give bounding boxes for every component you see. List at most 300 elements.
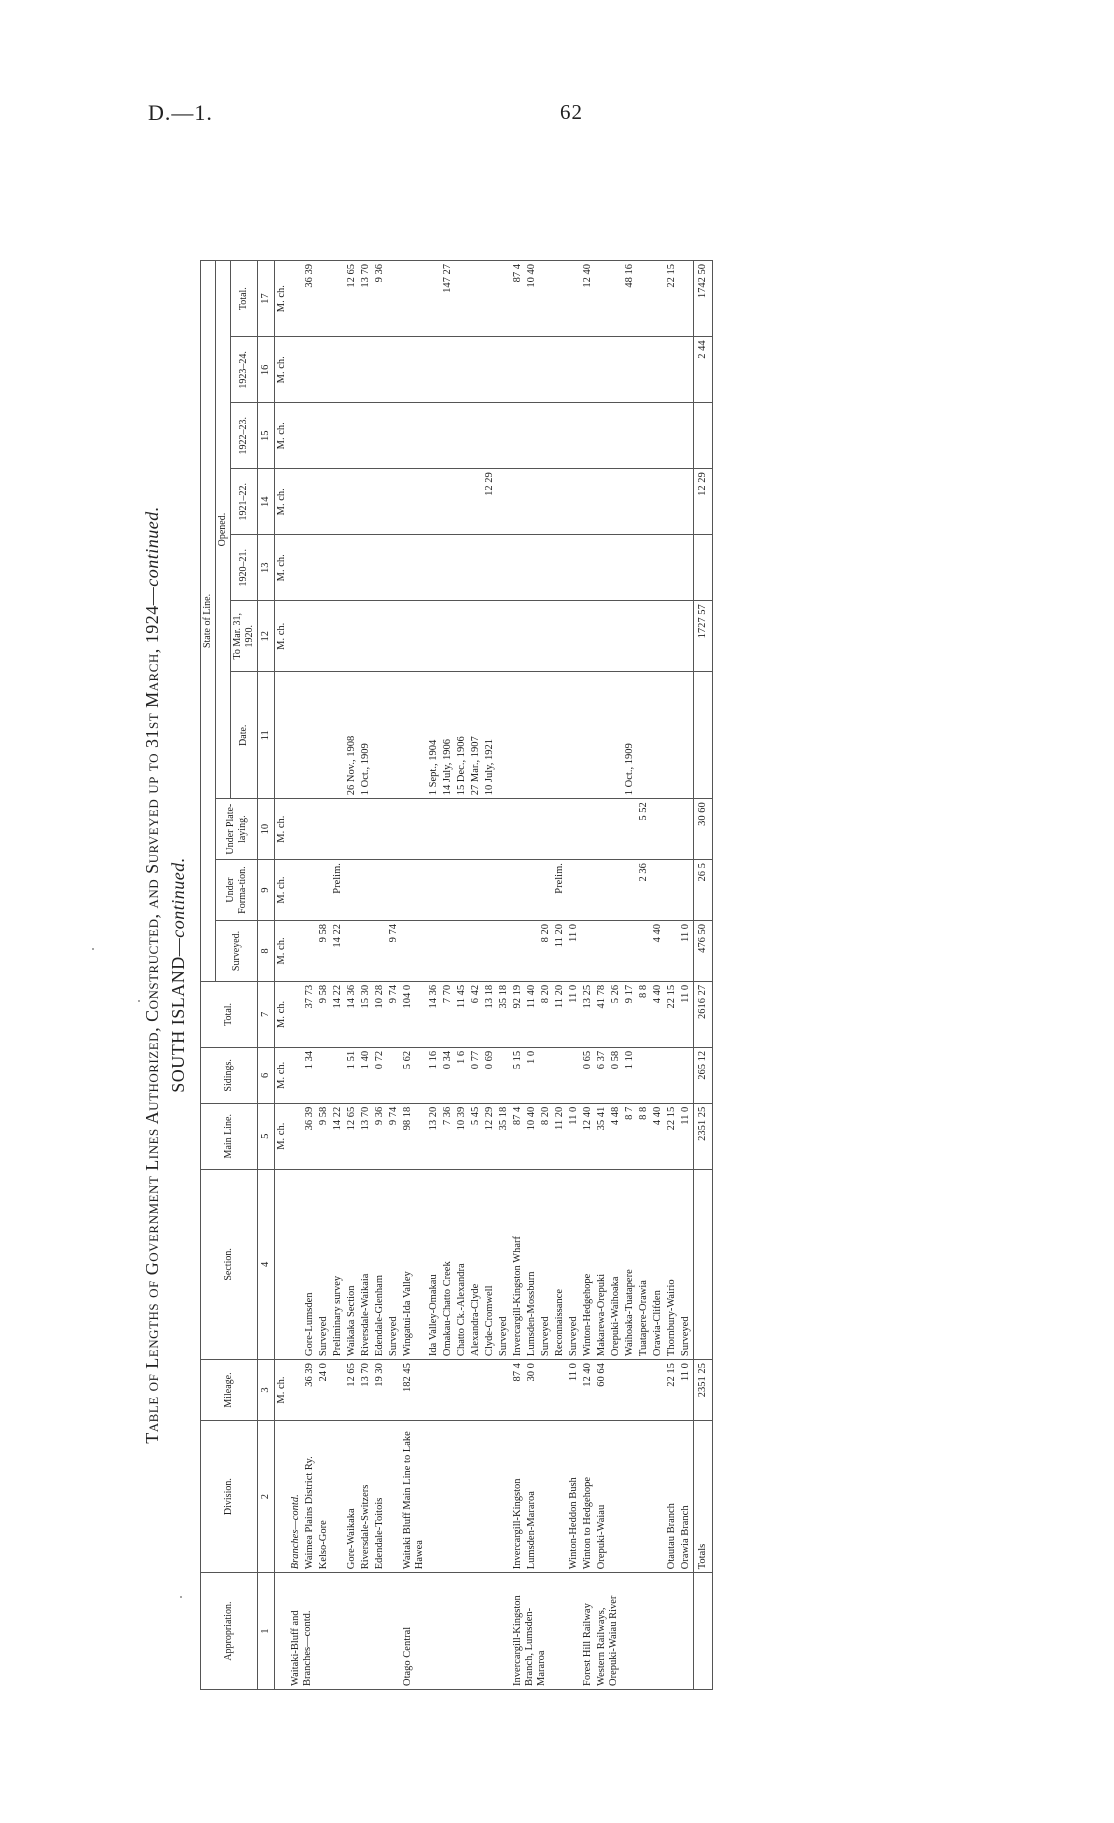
surveyed-cell: 4 40 [651,921,665,982]
total-cell: 9 58 [317,981,331,1047]
total-cell: 11 20 [553,981,567,1047]
y1920-cell [427,535,441,601]
column-number: 16 [258,337,275,403]
date-cell [525,672,539,799]
unit-cell [275,672,290,799]
table-row [567,261,581,1690]
section-cell: Lumsden-Mossburn [525,1169,539,1359]
y1922-cell [497,403,511,469]
total-cell: 22 15 [665,981,679,1047]
mileage-cell: 12 65 [345,1360,359,1421]
to_mar-cell [345,601,359,672]
y1920-cell [553,535,567,601]
plate-cell: 5 52 [637,799,651,860]
surveyed-cell [303,921,317,982]
main-cell: 11 0 [679,1103,694,1169]
to_mar-cell [595,601,609,672]
date-cell [387,672,401,799]
division-cell [469,1420,483,1572]
surveyed-cell [595,921,609,982]
section-cell: Makarewa-Orepuki [595,1169,609,1359]
unit-cell: M. ch. [275,981,290,1047]
plate-cell [539,799,553,860]
date-cell [567,672,581,799]
division-cell: Kelso-Gore [317,1420,331,1572]
division-cell [637,1420,651,1572]
header-to-mar-1920: To Mar. 31, 1920. [231,601,258,672]
y1921-cell [637,469,651,535]
to_mar-cell [427,601,441,672]
sidings-cell: 0 69 [483,1047,497,1103]
formation-cell [359,860,373,921]
header-total: Total. [201,981,258,1047]
y1920-cell [469,535,483,601]
y1922-cell [441,403,455,469]
main-cell: 8 8 [637,1103,651,1169]
plate-cell [289,799,303,860]
table-row [345,261,359,1690]
main-cell: 12 40 [581,1103,595,1169]
section-cell: Thornbury-Wairio [665,1169,679,1359]
y1923-cell [665,337,679,403]
y1921-cell [623,469,637,535]
plate-cell [581,799,595,860]
total2-cell [595,261,609,337]
sidings-cell: 0 65 [581,1047,595,1103]
total-cell: 11 45 [455,981,469,1047]
y1923-cell [483,337,497,403]
plate-cell [483,799,497,860]
total2-cell [469,261,483,337]
y1922-cell [651,403,665,469]
total2-cell [317,261,331,337]
date-cell [317,672,331,799]
header-state-of-line: State of Line. [201,261,216,982]
to_mar-cell [511,601,525,672]
division-cell [497,1420,511,1572]
total2-cell: 12 40 [581,261,595,337]
y1920-cell [455,535,469,601]
to_mar-cell [581,601,595,672]
total-cell: 13 18 [483,981,497,1047]
to_mar-cell [469,601,483,672]
section-cell: Orawia-Clifden [651,1169,665,1359]
rotated-table-area [142,260,1022,1690]
division-cell [331,1420,345,1572]
formation-cell: Prelim. [331,860,345,921]
table-row [665,261,679,1690]
surveyed-cell [623,921,637,982]
formation-cell [373,860,387,921]
unit-cell: M. ch. [275,1047,290,1103]
y1921-cell [609,469,623,535]
sidings-cell: 6 37 [595,1047,609,1103]
plate-cell [317,799,331,860]
main-cell: 12 29 [483,1103,497,1169]
surveyed-cell [373,921,387,982]
division-cell: Lumsden-Mararoa [525,1420,539,1572]
total-cell [289,981,303,1047]
total2-cell [427,261,441,337]
y1922-cell [581,403,595,469]
table-row [637,261,651,1690]
total-cell: 6 42 [469,981,483,1047]
sidings-cell: 0 72 [373,1047,387,1103]
sidings-cell: 5 15 [511,1047,525,1103]
formation-cell [441,860,455,921]
to_mar-cell [609,601,623,672]
y1922-cell [623,403,637,469]
formation-cell [483,860,497,921]
y1922-cell [567,403,581,469]
total-cell: 10 28 [373,981,387,1047]
y1921-cell [427,469,441,535]
to_mar-cell [567,601,581,672]
section-cell: Invercargill-Kingston Wharf [511,1169,525,1359]
total2-cell: 36 39 [303,261,317,337]
date-cell: 1 Oct., 1909 [623,672,637,799]
y1923-cell [511,337,525,403]
date-cell [609,672,623,799]
formation-cell [595,860,609,921]
totals-total-cell: 2616 27 [694,981,713,1047]
date-cell [373,672,387,799]
y1921-cell [441,469,455,535]
total2-cell [497,261,511,337]
mileage-cell [289,1360,303,1421]
date-cell [303,672,317,799]
column-number-row [258,261,275,1690]
surveyed-cell [637,921,651,982]
table-row [595,261,609,1690]
y1921-cell [289,469,303,535]
sidings-cell [637,1047,651,1103]
section-cell: Surveyed [539,1169,553,1359]
sidings-cell: 1 0 [525,1047,539,1103]
header-total-opened: Total. [231,261,258,337]
column-number: 2 [258,1420,275,1572]
plate-cell [553,799,567,860]
header-mileage: Mileage. [201,1360,258,1421]
y1920-cell [373,535,387,601]
date-cell [511,672,525,799]
section-cell: Reconnaissance [553,1169,567,1359]
header-division: Division. [201,1420,258,1572]
surveyed-cell: 11 0 [679,921,694,982]
y1920-cell [345,535,359,601]
mileage-cell [455,1360,469,1421]
totals-surveyed-cell: 476 50 [694,921,713,982]
section-cell: Chatto Ck.-Alexandra [455,1169,469,1359]
total2-cell: 13 70 [359,261,373,337]
surveyed-cell [525,921,539,982]
mileage-cell [609,1360,623,1421]
sidings-cell [679,1047,694,1103]
y1923-cell [317,337,331,403]
sidings-cell [497,1047,511,1103]
plate-cell [387,799,401,860]
table-row [469,261,483,1690]
surveyed-cell [359,921,373,982]
mileage-cell: 19 30 [373,1360,387,1421]
y1922-cell [289,403,303,469]
y1921-cell [345,469,359,535]
table-row [511,261,525,1690]
mileage-cell: 11 0 [679,1360,694,1421]
sidings-cell [553,1047,567,1103]
plate-cell [679,799,694,860]
table-row [525,261,539,1690]
mileage-cell [427,1360,441,1421]
date-cell [553,672,567,799]
totals-y1922-cell [694,403,713,469]
formation-cell [679,860,694,921]
y1923-cell [679,337,694,403]
y1920-cell [331,535,345,601]
table-row [373,261,387,1690]
table-row [401,261,427,1690]
header-under-plate-laying: Under Plate-laying. [216,799,258,860]
totals-y1920-cell [694,535,713,601]
section-cell: Preliminary survey [331,1169,345,1359]
totals-section-cell [694,1169,713,1359]
division-cell [455,1420,469,1572]
y1923-cell [289,337,303,403]
main-cell: 11 0 [567,1103,581,1169]
date-cell: 1 Sept., 1904 [427,672,441,799]
section-cell: Orepuki-Waihoaka [609,1169,623,1359]
total2-cell [483,261,497,337]
division-cell: Edendale-Toitois [373,1420,387,1572]
surveyed-cell [441,921,455,982]
total-cell: 11 40 [525,981,539,1047]
table-row [623,261,637,1690]
mileage-cell: 182 45 [401,1360,427,1421]
to_mar-cell [665,601,679,672]
formation-cell [539,860,553,921]
y1922-cell [637,403,651,469]
table-body [275,261,713,1690]
formation-cell [317,860,331,921]
y1923-cell [567,337,581,403]
table-row [553,261,567,1690]
plate-cell [469,799,483,860]
column-number: 7 [258,981,275,1047]
y1922-cell [679,403,694,469]
main-cell: 35 18 [497,1103,511,1169]
division-cell: Orepuki-Waiau [595,1420,609,1572]
y1920-cell [595,535,609,601]
sidings-cell: 1 6 [455,1047,469,1103]
formation-cell [289,860,303,921]
to_mar-cell [303,601,317,672]
total2-cell [387,261,401,337]
total-cell: 13 25 [581,981,595,1047]
plate-cell [401,799,427,860]
to_mar-cell [651,601,665,672]
y1923-cell [359,337,373,403]
total2-cell: 147 27 [441,261,455,337]
column-number: 10 [258,799,275,860]
title-continued: continued. [142,506,162,587]
sidings-cell [651,1047,665,1103]
plate-cell [609,799,623,860]
plate-cell [665,799,679,860]
to_mar-cell [539,601,553,672]
y1922-cell [373,403,387,469]
plate-cell [331,799,345,860]
sidings-cell [317,1047,331,1103]
y1920-cell [441,535,455,601]
title-main: Table of Lengths of Government Lines Authorized, Constructed, and Surveyed up to 31st March, 1924— [142,586,162,1444]
date-cell [331,672,345,799]
mileage-cell [637,1360,651,1421]
plate-cell [427,799,441,860]
y1921-cell: 12 29 [483,469,497,535]
surveyed-cell [455,921,469,982]
plate-cell [455,799,469,860]
total2-cell: 10 40 [525,261,539,337]
mileage-cell: 12 40 [581,1360,595,1421]
main-cell: 9 58 [317,1103,331,1169]
unit-cell: M. ch. [275,535,290,601]
sidings-cell: 0 58 [609,1047,623,1103]
main-cell: 13 20 [427,1103,441,1169]
section-cell: Winton-Hedgehope [581,1169,595,1359]
date-cell: 10 July, 1921 [483,672,497,799]
unit-cell: M. ch. [275,1103,290,1169]
mileage-cell [651,1360,665,1421]
total-cell: 104 0 [401,981,427,1047]
formation-cell [623,860,637,921]
division-cell: Gore-Waikaka [345,1420,359,1572]
totals-appropriation-cell [694,1573,713,1690]
y1921-cell [567,469,581,535]
total-cell: 9 17 [623,981,637,1047]
surveyed-cell: 11 20 [553,921,567,982]
y1922-cell [539,403,553,469]
division-cell [553,1420,567,1572]
division-cell: Otautau Branch [665,1420,679,1572]
total2-cell [401,261,427,337]
sidings-cell: 5 62 [401,1047,427,1103]
date-cell: 15 Dec., 1906 [455,672,469,799]
header-1922-23: 1922–23. [231,403,258,469]
formation-cell [511,860,525,921]
section-cell: Gore-Lumsden [303,1169,317,1359]
unit-cell: M. ch. [275,860,290,921]
sidings-cell [289,1047,303,1103]
total2-cell [331,261,345,337]
column-number: 8 [258,921,275,982]
unit-cell: M. ch. [275,261,290,337]
division-cell: Waitaki Bluff Main Line to Lake Hawea [401,1420,427,1572]
y1921-cell [595,469,609,535]
y1922-cell [303,403,317,469]
header-section: Section. [201,1169,258,1359]
totals-row [694,261,713,1690]
total-cell: 8 8 [637,981,651,1047]
totals-sidings-cell: 265 12 [694,1047,713,1103]
mileage-cell: 60 64 [595,1360,609,1421]
main-cell: 7 36 [441,1103,455,1169]
table-row [289,261,303,1690]
header-sidings: Sidings. [201,1047,258,1103]
header-date: Date. [231,672,258,799]
column-number: 3 [258,1360,275,1421]
header-1920-21: 1920–21. [231,535,258,601]
table-row [455,261,469,1690]
unit-cell: M. ch. [275,403,290,469]
y1921-cell [679,469,694,535]
y1923-cell [525,337,539,403]
plate-cell [651,799,665,860]
appropriation-cell: Otago Central [401,1573,511,1690]
surveyed-cell: 14 22 [331,921,345,982]
section-cell [289,1169,303,1359]
to_mar-cell [455,601,469,672]
unit-cell [275,1573,290,1690]
y1922-cell [359,403,373,469]
y1923-cell [581,337,595,403]
formation-cell [567,860,581,921]
y1922-cell [595,403,609,469]
to_mar-cell [387,601,401,672]
to_mar-cell [637,601,651,672]
mileage-cell: 11 0 [567,1360,581,1421]
division-cell: Winton to Hedgehope [581,1420,595,1572]
mileage-cell: 13 70 [359,1360,373,1421]
section-cell: Tuatapere-Orawia [637,1169,651,1359]
header-main-line: Main Line. [201,1103,258,1169]
main-cell: 4 40 [651,1103,665,1169]
surveyed-cell [401,921,427,982]
division-cell: Invercargill-Kingston [511,1420,525,1572]
section-cell: Surveyed [317,1169,331,1359]
table-row [317,261,331,1690]
column-number: 11 [258,672,275,799]
y1921-cell [373,469,387,535]
surveyed-cell: 9 58 [317,921,331,982]
division-cell: Orawia Branch [679,1420,694,1572]
totals-y1921-cell: 12 29 [694,469,713,535]
sidings-cell: 1 40 [359,1047,373,1103]
date-cell: 14 July, 1906 [441,672,455,799]
formation-cell: 2 36 [637,860,651,921]
plate-cell [373,799,387,860]
y1921-cell [497,469,511,535]
y1920-cell [679,535,694,601]
table-row [483,261,497,1690]
division-cell [387,1420,401,1572]
total-cell: 41 78 [595,981,609,1047]
y1923-cell [553,337,567,403]
main-cell [289,1103,303,1169]
section-cell: Surveyed [497,1169,511,1359]
plate-cell [567,799,581,860]
sidings-cell: 1 16 [427,1047,441,1103]
to_mar-cell [359,601,373,672]
main-cell: 22 15 [665,1103,679,1169]
date-cell: 26 Nov., 1908 [345,672,359,799]
surveyed-cell [609,921,623,982]
table-row [359,261,373,1690]
table-row [303,261,317,1690]
y1923-cell [303,337,317,403]
y1922-cell [331,403,345,469]
totals-plate-cell: 30 60 [694,799,713,860]
main-cell: 8 20 [539,1103,553,1169]
